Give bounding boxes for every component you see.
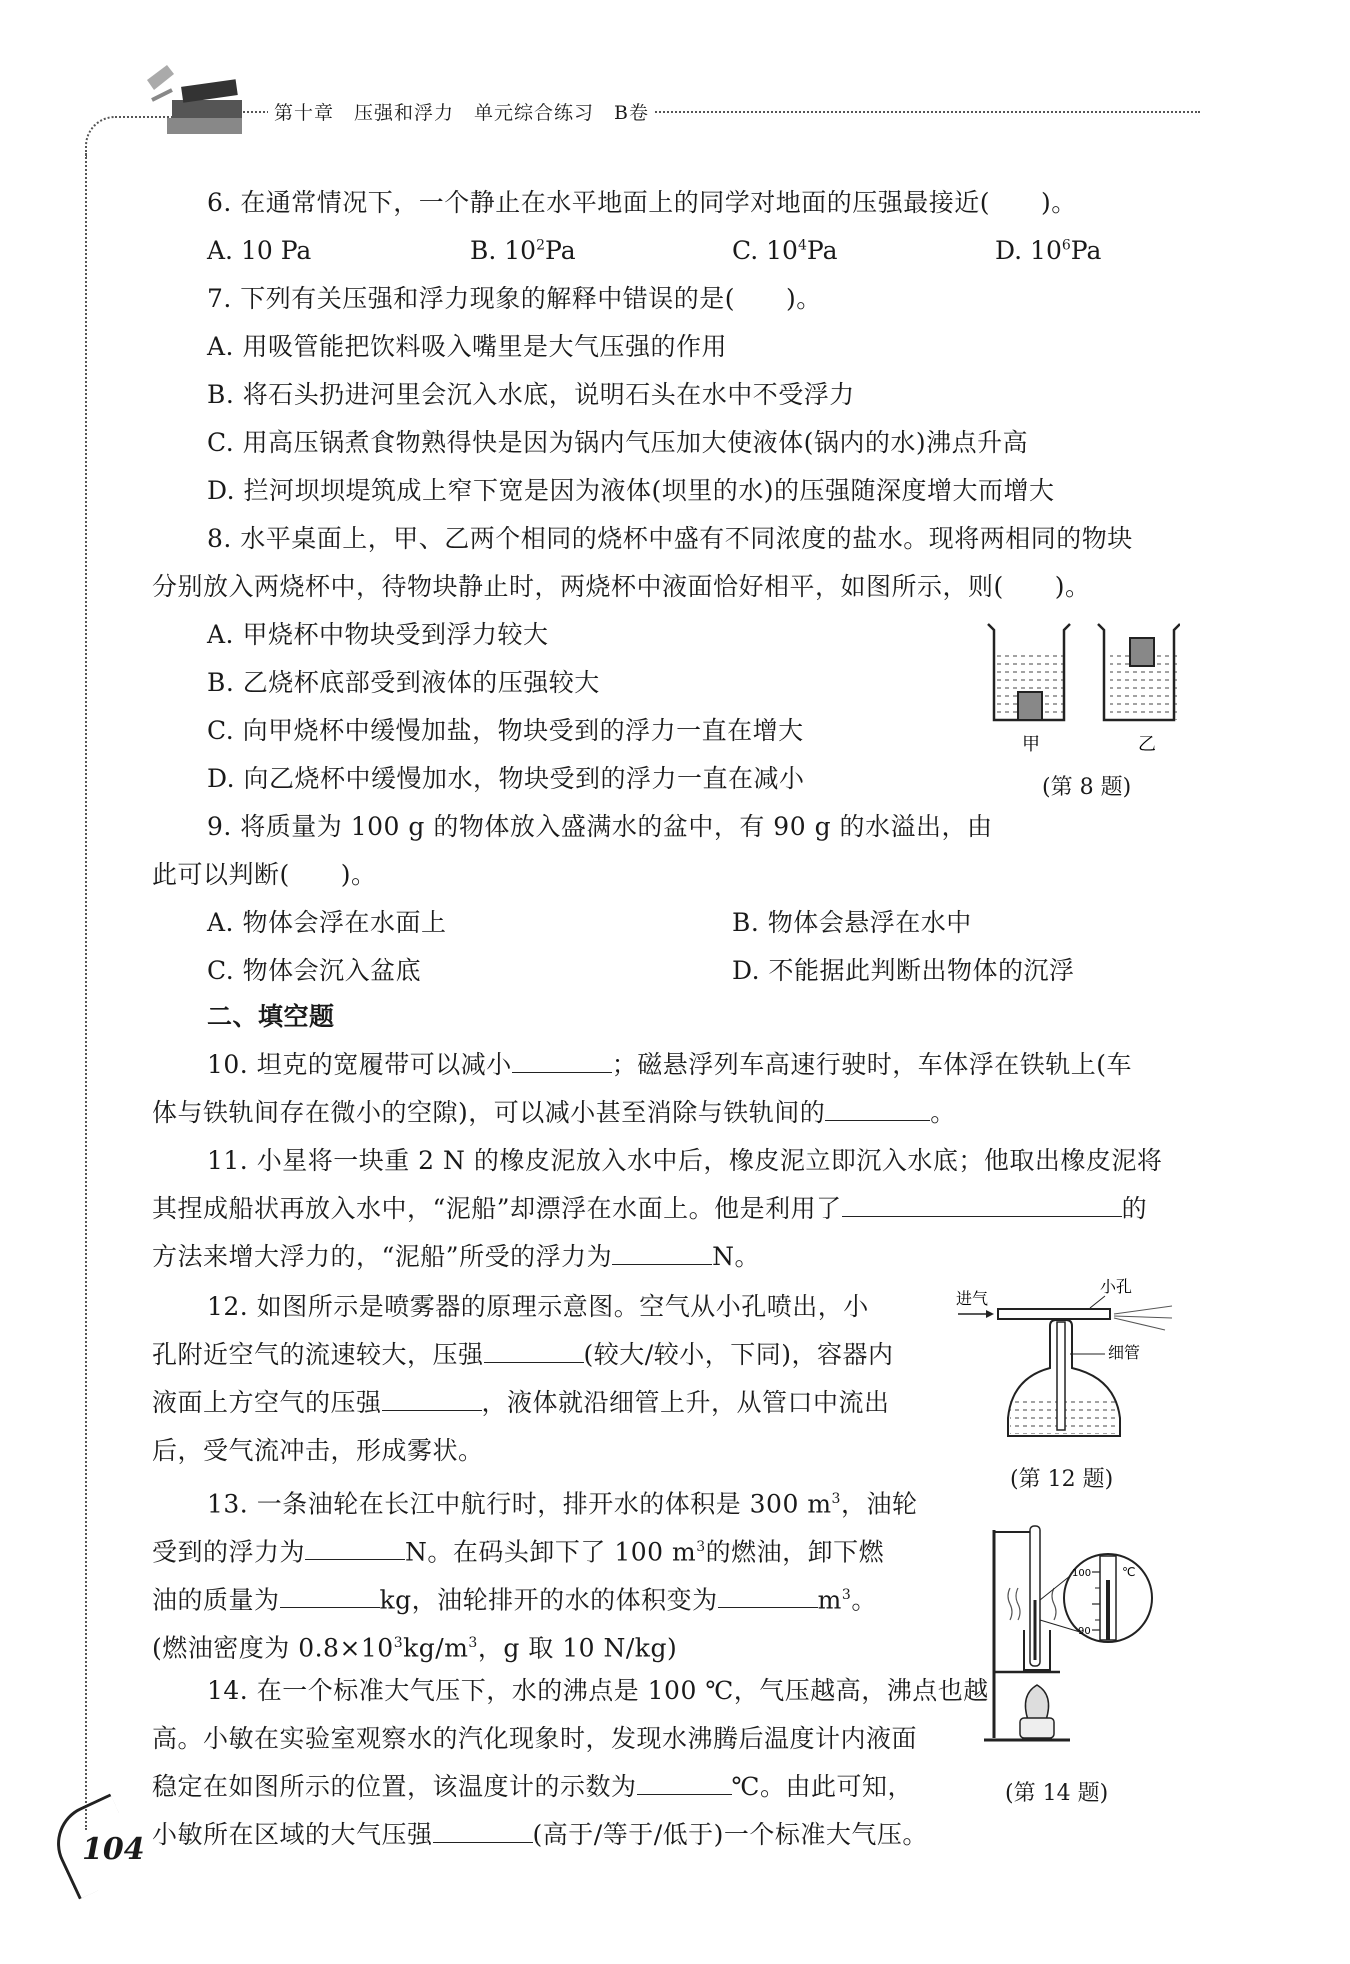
q11-line1: 11. 小星将一块重 2 N 的橡皮泥放入水中后，橡皮泥立即沉入水底；他取出橡皮泥将	[207, 1146, 1163, 1175]
frame-top-border	[85, 116, 177, 158]
tick-100: 100	[1072, 1568, 1092, 1579]
q9-stem-line1: 9. 将质量为 100 g 的物体放入盛满水的盆中，有 90 g 的水溢出，由	[207, 812, 993, 841]
q13-blank-2[interactable]	[280, 1583, 380, 1608]
beakers-figure	[980, 620, 1180, 760]
q11-blank-2[interactable]	[612, 1240, 712, 1265]
q6-stem: 6. 在通常情况下，一个静止在水平地面上的同学对地面的压强最接近( )。	[207, 188, 1077, 217]
q12-line3: 液面上方空气的压强 ，液体就沿细管上升，从管口中流出	[152, 1388, 890, 1417]
label-yi: 乙	[1138, 734, 1156, 755]
q8-option-c: C. 向甲烧杯中缓慢加盐，物块受到的浮力一直在增大	[207, 716, 804, 745]
label-air-in: 进气	[956, 1289, 989, 1308]
unit-celsius: ℃	[1122, 1565, 1136, 1579]
q8-caption: (第 8 题)	[1042, 775, 1132, 800]
q10-line2: 体与铁轨间存在微小的空隙)，可以减小甚至消除与铁轨间的 。	[152, 1098, 956, 1127]
label-thin-tube: 细管	[1108, 1343, 1141, 1362]
q11-line2: 其捏成船状再放入水中，“泥船”却漂浮在水面上。他是利用了 的	[152, 1194, 1148, 1223]
section-fill-in: 二、填空题	[207, 1002, 335, 1031]
q7-option-d: D. 拦河坝坝堤筑成上窄下宽是因为液体(坝里的水)的压强随深度增大而增大	[207, 476, 1055, 505]
q8-stem-line2: 分别放入两烧杯中，待物块静止时，两烧杯中液面恰好相平，如图所示，则( )。	[152, 572, 1091, 601]
q8-stem-line1: 8. 水平桌面上，甲、乙两个相同的烧杯中盛有不同浓度的盐水。现将两相同的物块	[207, 524, 1133, 553]
thermometer-figure	[980, 1520, 1160, 1750]
q6-option-d: D. $10^6Pa$	[995, 236, 1102, 265]
q13-blank-1[interactable]	[305, 1535, 405, 1560]
q6-option-c: C. $10^4Pa$	[732, 236, 838, 265]
header-title: 第十章 压强和浮力 单元综合练习 B卷	[268, 98, 655, 125]
q10-blank-1[interactable]	[512, 1048, 612, 1073]
q14-blank-2[interactable]	[433, 1818, 533, 1843]
label-jia: 甲	[1022, 734, 1040, 755]
q8-option-a: A. 甲烧杯中物块受到浮力较大	[207, 620, 549, 649]
q7-stem: 7. 下列有关压强和浮力现象的解释中错误的是( )。	[207, 284, 822, 313]
q12-caption: (第 12 题)	[1010, 1467, 1114, 1492]
q12-line4: 后，受气流冲击，形成雾状。	[152, 1436, 484, 1465]
q12-blank-1[interactable]	[484, 1338, 584, 1363]
q8-option-b: B. 乙烧杯底部受到液体的压强较大	[207, 668, 600, 697]
q9-option-a: A. 物体会浮在水面上	[207, 908, 447, 937]
q13-line4: (燃油密度为 $0.8\times 10^3kg/m^3$，g 取 10 N/kg)	[152, 1633, 678, 1663]
q7-option-b: B. 将石头扔进河里会沉入水底，说明石头在水中不受浮力	[207, 380, 855, 409]
tick-90: 90	[1078, 1626, 1091, 1637]
q14-blank-1[interactable]	[637, 1770, 732, 1795]
q13-line3: 油的质量为 kg，油轮排开的水的体积变为 $m^3$。	[152, 1585, 877, 1615]
q10-blank-2[interactable]	[825, 1096, 930, 1121]
q14-line4: 小敏所在区域的大气压强 (高于/等于/低于)一个标准大气压。	[152, 1820, 928, 1849]
q7-option-c: C. 用高压锅煮食物熟得快是因为锅内气压加大使液体(锅内的水)沸点升高	[207, 428, 1029, 457]
q8-option-d: D. 向乙烧杯中缓慢加水，物块受到的浮力一直在减小	[207, 764, 805, 793]
q12-line1: 12. 如图所示是喷雾器的原理示意图。空气从小孔喷出，小	[207, 1292, 869, 1321]
q6-option-a: A. 10 Pa	[207, 236, 312, 265]
q12-blank-2[interactable]	[382, 1386, 482, 1411]
q14-line3: 稳定在如图所示的位置，该温度计的示数为 ℃。由此可知，	[152, 1772, 913, 1801]
q6-option-b: B. $10^2Pa$	[470, 236, 576, 265]
q7-option-a: A. 用吸管能把饮料吸入嘴里是大气压强的作用	[207, 332, 727, 361]
beaker-yi	[1098, 624, 1180, 720]
q14-line1: 14. 在一个标准大气压下，水的沸点是 100 ℃，气压越高，沸点也越	[207, 1676, 989, 1705]
q13-line1: 13. 一条油轮在长江中航行时，排开水的体积是 300 $m^3$，油轮	[207, 1489, 918, 1519]
q11-line3: 方法来增大浮力的，“泥船”所受的浮力为 N。	[152, 1242, 760, 1271]
q9-option-c: C. 物体会沉入盆底	[207, 956, 422, 985]
page-number: 104	[82, 1832, 145, 1867]
q14-caption: (第 14 题)	[1005, 1781, 1109, 1806]
q11-blank-1[interactable]	[842, 1192, 1122, 1217]
q13-line2: 受到的浮力为 N。在码头卸下了 100 $m^3$的燃油，卸下燃	[152, 1537, 885, 1567]
sprayer-figure	[950, 1278, 1180, 1448]
label-small-hole: 小孔	[1100, 1278, 1133, 1296]
q9-stem-line2: 此可以判断( )。	[152, 860, 377, 889]
q14-line2: 高。小敏在实验室观察水的汽化现象时，发现水沸腾后温度计内液面	[152, 1724, 918, 1753]
q9-option-d: D. 不能据此判断出物体的沉浮	[732, 956, 1075, 985]
q13-blank-3[interactable]	[718, 1583, 818, 1608]
q10-line1: 10. 坦克的宽履带可以减小 ；磁悬浮列车高速行驶时，车体浮在铁轨上(车	[207, 1050, 1132, 1079]
beaker-jia	[988, 624, 1070, 720]
frame-left-border	[85, 150, 87, 1830]
q12-line2: 孔附近空气的流速较大，压强 (较大/较小，下同)，容器内	[152, 1340, 894, 1369]
q9-option-b: B. 物体会悬浮在水中	[732, 908, 972, 937]
